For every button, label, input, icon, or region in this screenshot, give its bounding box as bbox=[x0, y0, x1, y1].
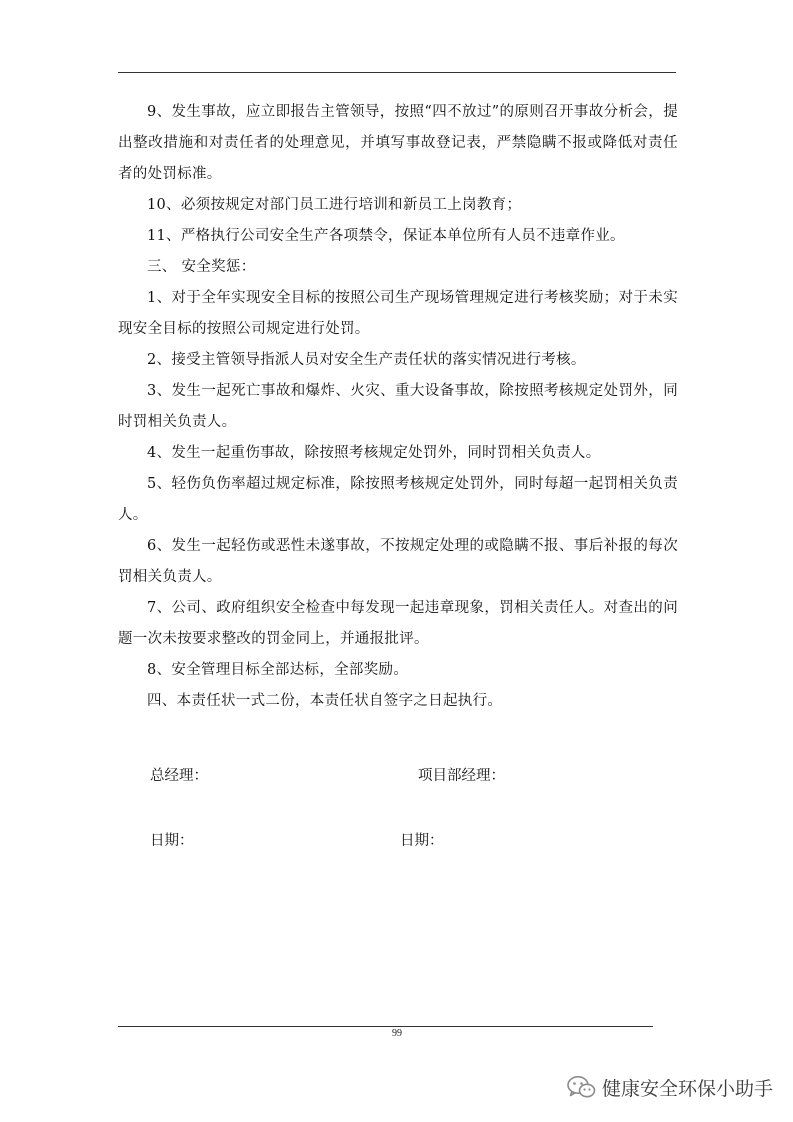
wechat-icon bbox=[566, 1074, 596, 1100]
reward-item-5: 5、轻伤负伤率超过规定标准，除按照考核规定处罚外，同时每超一起罚相关负责人。 bbox=[118, 476, 678, 523]
reward-item-6: 6、发生一起轻伤或恶性未遂事故，不按规定处理的或隐瞒不报、事后补报的每次罚相关负责人。 bbox=[118, 538, 678, 585]
right-date-label: 日期： bbox=[400, 833, 444, 849]
paragraph-item-10: 10、必须按规定对部门员工进行培训和新员工上岗教育； bbox=[147, 197, 522, 213]
header-rule bbox=[118, 72, 676, 73]
document-body bbox=[118, 97, 678, 717]
reward-item-8: 8、安全管理目标全部达标，全部奖励。 bbox=[147, 662, 409, 678]
paragraph-item-11: 11、严格执行公司安全生产各项禁令，保证本单位所有人员不违章作业。 bbox=[147, 228, 625, 244]
general-manager-label: 总经理： bbox=[150, 768, 208, 784]
reward-item-7: 7、公司、政府组织安全检查中每发现一起违章现象，罚相关责任人。对查出的问题一次未按要求整改的罚金同上，并通报批评。 bbox=[118, 600, 678, 647]
section-four-statement: 四、本责任状一式二份，本责任状自签字之日起执行。 bbox=[147, 693, 503, 709]
footer-rule bbox=[118, 1026, 653, 1027]
date-row bbox=[150, 829, 670, 853]
reward-item-1: 1、对于全年实现安全目标的按照公司生产现场管理规定进行考核奖励；对于未实现安全目标的按照公司规定进行处罚。 bbox=[118, 290, 678, 337]
signature-row bbox=[150, 764, 670, 788]
project-manager-label: 项目部经理： bbox=[418, 768, 505, 784]
left-date-label: 日期： bbox=[150, 833, 194, 849]
watermark bbox=[566, 1071, 773, 1103]
page-number: 99 bbox=[392, 1028, 402, 1039]
reward-item-3: 3、发生一起死亡事故和爆炸、火灾、重大设备事故，除按照考核规定处罚外，同时罚相关负责人。 bbox=[118, 383, 678, 430]
paragraph-item-9: 9、发生事故，应立即报告主管领导，按照“四不放过”的原则召开事故分析会，提出整改措施和对责任者的处理意见，并填写事故登记表，严禁隐瞒不报或降低对责任者的处罚标准。 bbox=[118, 104, 678, 182]
reward-item-2: 2、接受主管领导指派人员对安全生产责任状的落实情况进行考核。 bbox=[147, 352, 586, 368]
section-heading-rewards: 三、 安全奖惩： bbox=[147, 259, 256, 275]
watermark-text: 健康安全环保小助手 bbox=[602, 1077, 774, 1100]
reward-item-4: 4、发生一起重伤事故，除按照考核规定处罚外，同时罚相关负责人。 bbox=[147, 445, 601, 461]
